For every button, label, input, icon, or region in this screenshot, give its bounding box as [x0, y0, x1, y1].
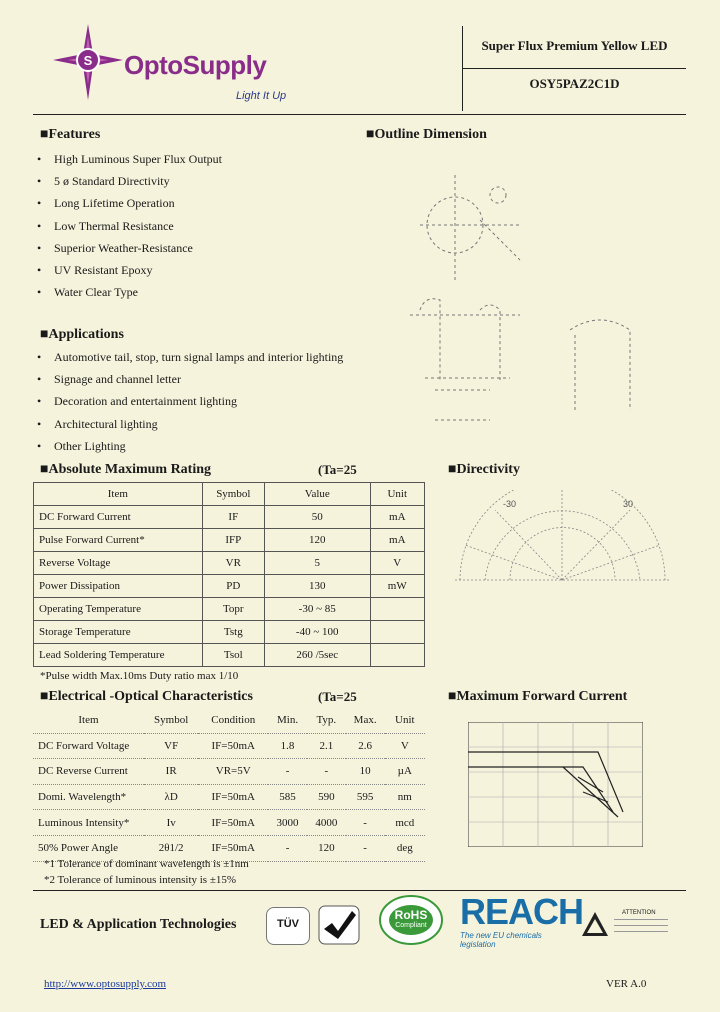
table-cell: Operating Temperature — [34, 598, 203, 621]
table-cell: IF=50mA — [198, 733, 268, 759]
tagline: Light It Up — [236, 90, 287, 102]
reach-badge — [460, 891, 584, 949]
certification-check-badge — [318, 905, 360, 945]
table-row — [33, 810, 425, 836]
list-item — [37, 240, 193, 256]
list-item — [37, 263, 153, 278]
table-cell: Domi. Wavelength* — [33, 784, 144, 810]
table-row — [33, 784, 425, 810]
list-item — [37, 372, 181, 387]
table-row — [33, 733, 425, 759]
column-header: Condition — [198, 708, 268, 733]
column-header: Symbol — [144, 708, 198, 733]
table-cell: 1.8 — [268, 733, 307, 759]
list-item — [37, 218, 174, 234]
bullet-icon: • — [37, 350, 42, 364]
table-cell: V — [370, 552, 424, 575]
column-header: Typ. — [307, 708, 346, 733]
list-item-text: Signage and channel letter — [54, 372, 181, 387]
table-row — [34, 506, 425, 529]
column-header: Min. — [268, 708, 307, 733]
table-cell: IF — [202, 506, 264, 529]
table-cell: 2.1 — [307, 733, 346, 759]
table-cell: deg — [385, 835, 425, 861]
table-cell: Iv — [144, 810, 198, 836]
table-cell: 595 — [346, 784, 385, 810]
rohs-badge — [378, 894, 444, 946]
directivity-chart — [455, 490, 670, 600]
table-cell: nm — [385, 784, 425, 810]
reach-sub-label: The new EU chemicals legislation — [460, 931, 542, 949]
list-item — [37, 174, 170, 189]
title-box — [462, 26, 686, 111]
rohs-label: RoHS — [394, 908, 428, 922]
list-item-text: Water Clear Type — [54, 285, 138, 300]
table-cell: VR=5V — [198, 759, 268, 785]
bullet-icon: • — [37, 438, 42, 453]
footer-rule — [33, 890, 686, 891]
bullet-icon: • — [37, 416, 42, 431]
table-cell: IF=50mA — [198, 835, 268, 861]
list-item — [37, 152, 223, 167]
max-forward-heading: ■Maximum Forward Current — [448, 689, 628, 704]
part-number: OSY5PAZ2C1D — [529, 76, 620, 91]
table-cell — [370, 621, 424, 644]
bullet-icon: • — [37, 372, 42, 387]
table-cell: 3000 — [268, 810, 307, 836]
column-header: Value — [264, 483, 370, 506]
table-cell: IR — [144, 759, 198, 785]
bullet-icon: • — [37, 174, 42, 189]
table-cell: DC Reverse Current — [33, 759, 144, 785]
max-forward-chart — [468, 722, 643, 847]
column-header: Unit — [370, 483, 424, 506]
table-cell: 2.6 — [346, 733, 385, 759]
product-title: Super Flux Premium Yellow LED — [481, 38, 668, 53]
table-row — [34, 644, 425, 667]
table-cell — [370, 598, 424, 621]
eo-heading: ■Electrical -Optical Characteristics — [40, 689, 253, 704]
table-cell: 120 — [264, 529, 370, 552]
table-cell: 130 — [264, 575, 370, 598]
list-item — [37, 438, 126, 454]
list-item — [37, 285, 138, 300]
abs-max-condition: (Ta=25 — [318, 462, 357, 477]
table-cell: 120 — [307, 835, 346, 861]
list-item-text: Decoration and entertainment lighting — [54, 394, 237, 409]
table-cell: IF=50mA — [198, 784, 268, 810]
logo — [38, 22, 138, 102]
table-cell: -40 ~ 100 — [264, 621, 370, 644]
table-cell: Storage Temperature — [34, 621, 203, 644]
abs-max-table — [33, 482, 425, 667]
table-cell: mcd — [385, 810, 425, 836]
applications-heading: ■Applications — [40, 327, 124, 342]
abs-max-note: *Pulse width Max.10ms Duty ratio max 1/10 — [40, 670, 239, 682]
website-link[interactable]: http://www.optosupply.com — [44, 978, 167, 990]
footnote: *2 Tolerance of luminous intensity is ±15% — [44, 874, 237, 886]
list-item — [37, 196, 175, 211]
rohs-sub-label: Compliant — [395, 922, 427, 929]
bullet-icon: • — [37, 218, 42, 233]
column-header: Symbol — [202, 483, 264, 506]
table-cell: DC Forward Current — [34, 506, 203, 529]
table-cell: Tstg — [202, 621, 264, 644]
bullet-icon: • — [37, 285, 42, 300]
tuv-badge — [266, 907, 310, 945]
table-cell: Lead Soldering Temperature — [34, 644, 203, 667]
column-header: Unit — [385, 708, 425, 733]
bullet-icon: • — [37, 152, 42, 166]
table-cell: VR — [202, 552, 264, 575]
table-cell: 10 — [346, 759, 385, 785]
table-row — [33, 759, 425, 785]
version-label: VER A.0 — [606, 978, 647, 990]
table-cell: IFP — [202, 529, 264, 552]
table-cell: 260 /5sec — [264, 644, 370, 667]
company-name: LED & Application Technologies — [40, 917, 237, 932]
table-cell: DC Forward Voltage — [33, 733, 144, 759]
table-cell: VF — [144, 733, 198, 759]
warning-triangle-icon — [580, 910, 610, 938]
outline-drawing — [380, 160, 680, 430]
table-cell: λD — [144, 784, 198, 810]
table-cell: 2θ1/2 — [144, 835, 198, 861]
directivity-label-left: -30 — [503, 499, 517, 509]
column-header: Max. — [346, 708, 385, 733]
table-row — [34, 598, 425, 621]
table-cell: 590 — [307, 784, 346, 810]
column-header: Item — [34, 483, 203, 506]
bullet-icon: • — [37, 196, 42, 211]
bullet-icon: • — [37, 394, 42, 409]
table-cell: Topr — [202, 598, 264, 621]
bullet-icon: • — [37, 263, 42, 277]
list-item-text: Automotive tail, stop, turn signal lamps and interior lighting — [54, 350, 344, 364]
svg-text:S: S — [83, 53, 93, 68]
outline-heading: ■Outline Dimension — [366, 127, 487, 142]
bullet-icon: • — [37, 240, 42, 255]
table-cell: - — [307, 759, 346, 785]
table-cell: 5 — [264, 552, 370, 575]
list-item-text: Architectural lighting — [54, 416, 158, 431]
abs-max-heading: ■Absolute Maximum Rating — [40, 462, 212, 477]
table-cell: µA — [385, 759, 425, 785]
features-heading: ■Features — [40, 127, 101, 142]
table-cell: IF=50mA — [198, 810, 268, 836]
table-cell: 50 — [264, 506, 370, 529]
attention-label: ATTENTION — [622, 910, 656, 916]
list-item-text: High Luminous Super Flux Output — [54, 152, 223, 166]
table-cell: Power Dissipation — [34, 575, 203, 598]
table-row — [34, 552, 425, 575]
list-item — [37, 394, 237, 409]
table-cell: - — [268, 759, 307, 785]
table-cell: V — [385, 733, 425, 759]
list-item-text: Long Lifetime Operation — [54, 196, 175, 211]
reach-label: REACH — [460, 891, 584, 932]
header-rule — [33, 114, 686, 115]
list-item-text: Low Thermal Resistance — [54, 218, 174, 233]
table-cell: - — [268, 835, 307, 861]
table-cell: 585 — [268, 784, 307, 810]
list-item-text: UV Resistant Epoxy — [54, 263, 153, 277]
table-cell: mA — [370, 529, 424, 552]
table-cell: 4000 — [307, 810, 346, 836]
table-cell: Tsol — [202, 644, 264, 667]
footnote: *1 Tolerance of dominant wavelength is ±1nm — [44, 858, 249, 870]
table-cell: 50% Power Angle — [33, 835, 144, 861]
table-cell: Pulse Forward Current* — [34, 529, 203, 552]
column-header: Item — [33, 708, 144, 733]
directivity-label-right: 30 — [623, 499, 634, 509]
check-icon — [318, 905, 360, 945]
brand-name: OptoSupply — [124, 50, 267, 80]
list-item-text: Other Lighting — [54, 438, 126, 453]
table-cell: PD — [202, 575, 264, 598]
table-row — [34, 621, 425, 644]
table-cell: mW — [370, 575, 424, 598]
table-cell: Luminous Intensity* — [33, 810, 144, 836]
table-row — [34, 529, 425, 552]
table-cell — [370, 644, 424, 667]
star-logo-icon — [38, 22, 138, 102]
table-cell: - — [346, 810, 385, 836]
table-cell: mA — [370, 506, 424, 529]
table-cell: -30 ~ 85 — [264, 598, 370, 621]
eo-condition: (Ta=25 — [318, 689, 357, 704]
list-item — [37, 350, 344, 365]
directivity-heading: ■Directivity — [448, 462, 520, 477]
table-row — [34, 575, 425, 598]
table-cell: Reverse Voltage — [34, 552, 203, 575]
eo-table — [33, 708, 425, 862]
esd-attention-badge — [578, 904, 670, 944]
tuv-label: TÜV — [277, 918, 299, 930]
table-cell: - — [346, 835, 385, 861]
list-item-text: Superior Weather-Resistance — [54, 240, 193, 255]
list-item — [37, 416, 158, 432]
list-item-text: 5 ø Standard Directivity — [54, 174, 170, 189]
